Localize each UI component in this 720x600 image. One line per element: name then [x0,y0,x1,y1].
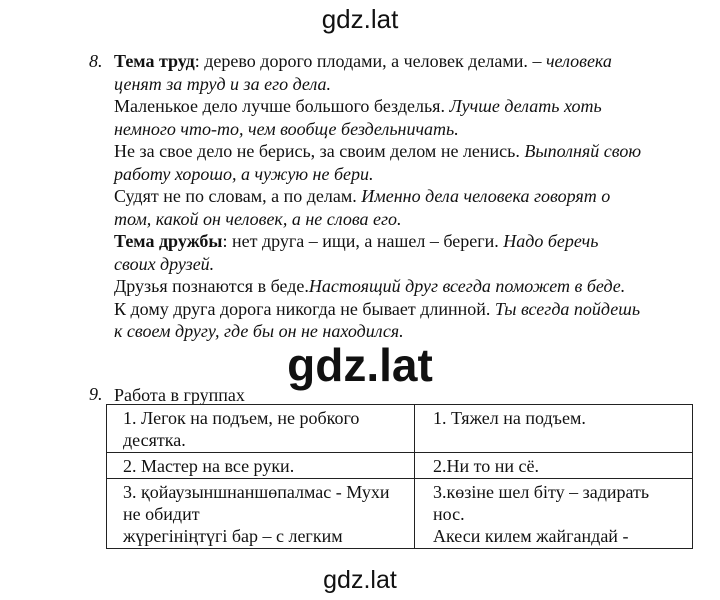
proverb-text: Друзья познаются в беде. [114,276,309,296]
explanation-text: немного что-то, чем вообще бездельничать. [114,118,459,139]
section-8-line [114,185,610,207]
section-8-number: 8. [89,51,103,71]
explanation-text: своих друзей. [114,253,215,274]
explanation-text: к своем другу, где бы он не находился. [114,321,404,341]
explanation-text: – человека [532,51,612,71]
cell-text-line: жүрегініңтүгі бар – с легким [123,526,343,546]
section-8-line [114,118,459,140]
section-8-line [114,275,625,297]
section-8-line [114,163,374,185]
cell-text-line: не обидит [123,504,200,524]
table-cell-antonym [415,479,693,549]
cell-text-line: 2. Мастер на все руки. [123,456,295,476]
section-8-line [114,50,612,72]
cell-text-line: 3. қойаузыншнаншөпалмас - Мухи [123,482,390,502]
proverb-text: : нет друга – ищи, а нашел – береги. [222,231,504,251]
explanation-text: Ты всегда пойдешь [494,298,641,319]
topic-heading: Тема дружбы [114,231,223,251]
table-cell-antonym [415,453,693,479]
table-cell-antonym [415,405,693,453]
proverb-text: : дерево дорого плодами, а человек делами. [194,51,533,71]
explanation-text: Лучше делать хоть [449,96,602,116]
section-9-number: 9. [89,384,103,404]
table-cell-proverb [107,479,415,549]
section-8-line [114,253,214,275]
proverb-text: Не за свое дело не берись, за своим делом не ленись. [114,141,525,161]
cell-text-line: 3.көзіне шел біту – задирать [433,482,650,502]
watermark-top: gdz.lat [321,4,399,34]
table-cell-proverb [107,453,415,479]
explanation-text: ценят за труд и за его дела. [114,73,332,94]
cell-text-line: нос. [433,504,465,524]
cell-text-line: Акеси килем жайгандай - [433,526,629,546]
proverb-text: К дому друга дорога никогда не бывает длинной. [114,298,495,319]
cell-text-line: 2.Ни то ни сё. [433,456,540,476]
proverb-text: Судят не по словам, а по делам. [114,186,362,206]
proverbs-table [106,404,693,549]
section-8-line [114,73,331,95]
section-8-line [114,95,602,117]
table-cell-proverb [107,405,415,453]
section-8-line [114,208,402,230]
table-row [107,479,693,549]
explanation-text: Настоящий друг всегда поможет в беде. [308,276,626,296]
explanation-text: Надо беречь [503,231,599,251]
cell-text-line: десятка. [123,430,186,450]
watermark-bottom: gdz.lat [323,566,397,594]
proverb-text: Маленькое дело лучше большого безделья. [114,96,450,116]
watermark-middle: gdz.lat [287,339,433,391]
explanation-text: том, какой он человек, а не слова его. [114,208,402,229]
section-9-title: Работа в группах [114,385,245,405]
section-8-line [114,298,640,320]
section-8-line [114,140,641,162]
cell-text-line: 1. Легок на подъем, не робкого [123,408,360,428]
explanation-text: Выполняй свою [524,141,642,161]
explanation-text: работу хорошо, а чужую не бери. [114,163,374,184]
cell-text-line: 1. Тяжел на подъем. [433,408,586,428]
topic-heading: Тема труд [114,51,195,71]
section-8-line [114,230,598,252]
table-row [107,453,693,479]
explanation-text: Именно дела человека говорят о [361,186,611,206]
table-row [107,405,693,453]
